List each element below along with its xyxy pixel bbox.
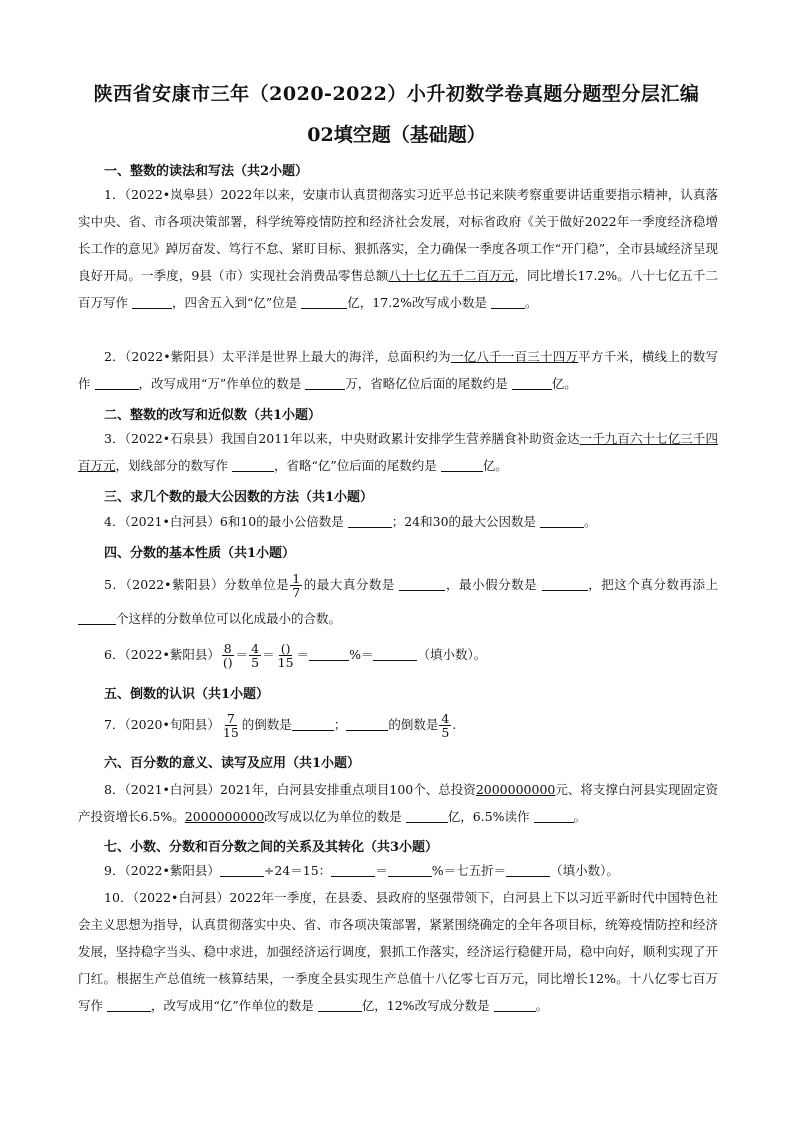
answer-blank[interactable] (388, 861, 432, 877)
section-heading-2: 二、整数的改写和近似数（共1小题） (104, 408, 322, 423)
question-7: 7．（2020•旬阳县） $\frac{7}{15}$ 的倒数是 ； 的倒数是 $\frac{4}{5}$ . (104, 710, 457, 740)
answer-blank[interactable] (232, 456, 274, 472)
underlined-text: 一千九百六十七亿三千四百万元 (78, 431, 718, 473)
underlined-number: 2000000000 (184, 809, 265, 824)
answer-blank[interactable] (78, 609, 116, 625)
question-4-source: 4．（2021•白河县） (104, 514, 220, 529)
page-subtitle: 02填空题（基础题） (307, 124, 486, 146)
answer-blank[interactable] (506, 861, 550, 877)
question-9-source: 9．（2022•紫阳县） (104, 863, 220, 878)
underlined-text: 一亿八千一百三十四万 (450, 349, 579, 364)
answer-blank[interactable] (542, 575, 588, 591)
answer-blank[interactable] (373, 645, 417, 661)
answer-blank[interactable] (441, 456, 483, 472)
fraction: $\frac{4}{5}$ (441, 710, 450, 740)
answer-blank[interactable] (331, 861, 375, 877)
section-heading-4: 四、分数的基本性质（共1小题） (104, 546, 296, 561)
answer-blank[interactable] (491, 293, 525, 309)
answer-blank[interactable] (220, 861, 264, 877)
fraction: $\frac{7}{15}$ (222, 710, 239, 740)
question-2: 2．（2022•紫阳县）太平洋是世界上最大的海洋，总面积约为一亿八千一百三十四万平方千米，横线上的数写作 ，改写成用“万”作单位的数是 万，省略亿位后面的尾数约是 亿。 (78, 349, 718, 391)
fraction: $\frac{8}{()}$ (222, 640, 233, 670)
question-10: 10．（2022•白河县）2022年一季度，在县委、县政府的坚强带领下，白河县上下以习近平新时代中国特色社会主义思想为指导，认真贯彻落实中央、省、市各项决策部署，紧紧围绕确定的全年各项目标，统筹疫情防控和经济发展，坚持稳字当头、稳中求进，加强经济运行调度，狠抓工作落实，经济运行稳健开局，稳中向好，顺利实现了开门红。根据生产总值统一核算结果，一季度全县实现生产总值十八亿零七百万元，同比增长12%。十八亿零七百万写作 ，改写成用“亿”作单位的数是 亿，12%改写成分数是 。 (78, 890, 718, 1013)
section-heading-5: 五、倒数的认识（共1小题） (104, 687, 270, 702)
answer-blank[interactable] (301, 293, 347, 309)
question-10-source: 10．（2022•白河县） (104, 890, 230, 905)
answer-blank[interactable] (107, 996, 151, 1012)
underlined-number: 2000000000 (475, 782, 556, 797)
answer-blank[interactable] (309, 645, 349, 661)
page-title: 陕西省安康市三年（2020-2022）小升初数学卷真题分题型分层汇编 (93, 83, 700, 105)
answer-blank[interactable] (95, 374, 139, 390)
answer-blank[interactable] (494, 996, 536, 1012)
answer-blank[interactable] (132, 293, 172, 309)
answer-blank[interactable] (305, 374, 345, 390)
answer-blank[interactable] (292, 715, 334, 731)
question-8-source: 8．（2021•白河县） (104, 782, 220, 797)
question-8: 8．（2021•白河县）2021年，白河县安排重点项目100个、总投资2000000000元、将支撑白河县实现固定资产投资增长6.5%。2000000000改写成以亿为单位的数是 亿，6.5%读作 。 (78, 782, 718, 824)
answer-blank[interactable] (534, 807, 574, 823)
answer-blank[interactable] (318, 996, 362, 1012)
question-9: 9．（2022•紫阳县） ÷24＝15： ＝ %＝七五折＝ （填小数）。 (104, 863, 619, 878)
question-4: 4．（2021•白河县）6和10的最小公倍数是 ；24和30的最大公因数是 。 (104, 514, 597, 529)
section-heading-7: 七、小数、分数和百分数之间的关系及其转化（共3小题） (104, 840, 439, 855)
question-2-source: 2．（2022•紫阳县） (104, 349, 222, 364)
answer-blank[interactable] (540, 512, 584, 528)
question-6: 6．（2022•紫阳县） $\frac{8}{()}$ ＝ $\frac{4}{5}$ ＝ $\frac{()}{15}$ ＝ %＝ （填小数）。 (104, 640, 487, 670)
answer-blank[interactable] (348, 512, 392, 528)
fraction: $\frac{1}{7}$ (292, 570, 301, 600)
question-3-source: 3．（2022•石泉县） (104, 431, 221, 446)
underlined-text: 八十七亿五千二百万元 (388, 268, 515, 283)
section-heading-6: 六、百分数的意义、读写及应用（共1小题） (104, 756, 361, 771)
answer-blank[interactable] (346, 715, 388, 731)
question-5-source: 5．（2022•紫阳县） (104, 577, 225, 592)
section-heading-3: 三、求几个数的最大公因数的方法（共1小题） (104, 490, 374, 505)
section-heading-1: 一、整数的读法和写法（共2小题） (104, 164, 309, 179)
fraction: $\frac{()}{15}$ (277, 640, 294, 670)
answer-blank[interactable] (399, 575, 445, 591)
question-7-source: 7．（2020•旬阳县） (104, 717, 220, 732)
question-1-source: 1．（2022•岚皋县） (104, 187, 221, 202)
question-1: 1．（2022•岚皋县）2022年以来，安康市认真贯彻落实习近平总书记来陕考察重要讲话重要指示精神，认真落实中央、省、市各项决策部署，科学统筹疫情防控和经济社会发展，对标省政府《关于做好2022年一季度经济稳增长工作的意见》踔厉奋发、笃行不怠、紧盯目标、狠抓落实，全力确保一季度各项工作“开门稳”，全市县域经济呈现良好开局。一季度，9县（市）实现社会消费品零售总额八十七亿五千二百万元，同比增长17.2%。八十七亿五千二百万写作 ，四舍五入到“亿”位是 亿，17.2%改写成小数是 。 (78, 187, 718, 310)
question-3: 3．（2022•石泉县）我国自2011年以来，中央财政累计安排学生营养膳食补助资金达一千九百六十七亿三千四百万元，划线部分的数写作 ，省略“亿”位后面的尾数约是 亿。 (78, 431, 718, 473)
question-6-source: 6．（2022•紫阳县） (104, 647, 220, 662)
question-5: 5．（2022•紫阳县）分数单位是 $\frac{1}{7}$ 的最大真分数是 ，最小假分数是 ，把这个真分数再添上 个这样的分数单位可以化成最小的合数。 (78, 568, 718, 636)
answer-blank[interactable] (512, 374, 552, 390)
fraction: $\frac{4}{5}$ (251, 640, 260, 670)
answer-blank[interactable] (406, 807, 448, 823)
